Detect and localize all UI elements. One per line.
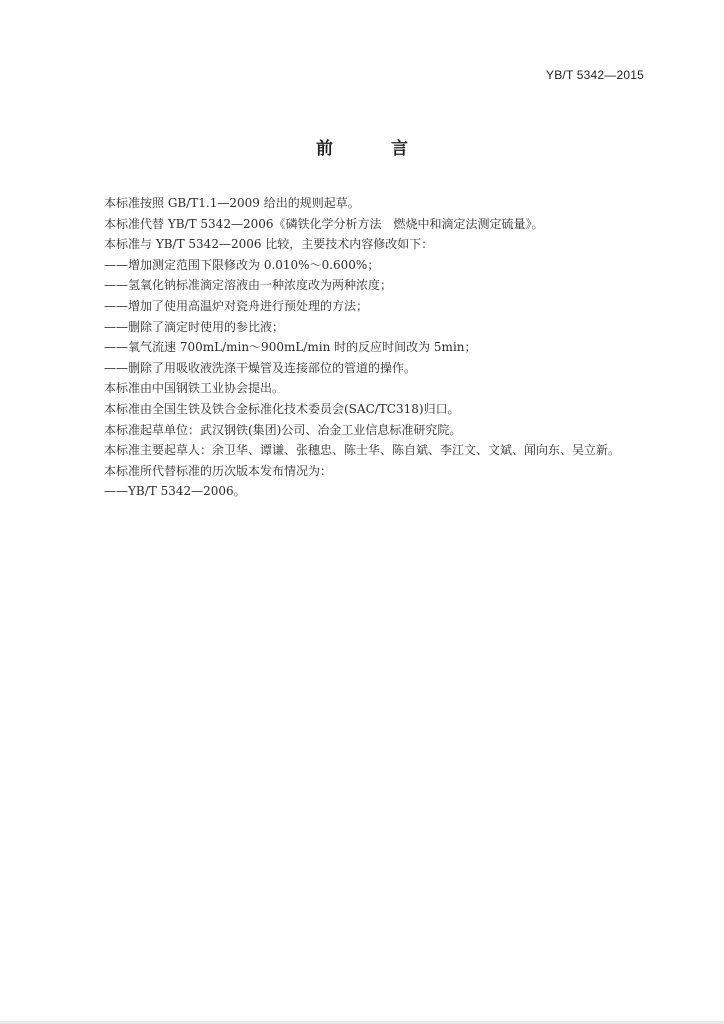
change-item: ——删除了滴定时使用的参比液；: [104, 319, 285, 334]
change-item: ——YB/T 5342—2006。: [104, 484, 246, 499]
standard-code: YB/T 5342—2015: [546, 68, 644, 82]
change-item: ——氧气流速 700mL/min～900mL/min 时的反应时间改为 5min；: [104, 340, 477, 355]
foreword-line: 本标准由全国生铁及铁合金标准化技术委员会(SAC/TC318)归口。: [104, 401, 460, 416]
change-item: ——增加了使用高温炉对瓷舟进行预处理的方法；: [104, 298, 369, 313]
change-item: ——删除了用吸收液洗涤干燥管及连接部位的管道的操作。: [104, 360, 417, 375]
foreword-line: 本标准主要起草人：余卫华、谭谦、张穗忠、陈士华、陈自斌、李江文、文斌、闻向东、吴立新。: [104, 443, 621, 458]
foreword-line: 本标准起草单位：武汉钢铁(集团)公司、冶金工业信息标准研究院。: [104, 422, 462, 437]
foreword-line: 本标准与 YB/T 5342—2006 比较，主要技术内容修改如下：: [104, 237, 434, 252]
change-item: ——增加测定范围下限修改为 0.010%～0.600%；: [104, 257, 380, 272]
page-title: 前 言: [316, 139, 434, 159]
foreword-line: 本标准由中国钢铁工业协会提出。: [104, 381, 285, 396]
foreword-line: 本标准所代替标准的历次版本发布情况为：: [104, 463, 333, 478]
foreword-body: [104, 193, 644, 502]
change-item: ——氢氧化钠标准滴定溶液由一种浓度改为两种浓度；: [104, 278, 393, 293]
foreword-line: 本标准代替 YB/T 5342—2006《磷铁化学分析方法 燃烧中和滴定法测定硫量》。: [104, 216, 544, 231]
foreword-line: 本标准按照 GB/T1.1—2009 给出的规则起草。: [104, 196, 360, 210]
